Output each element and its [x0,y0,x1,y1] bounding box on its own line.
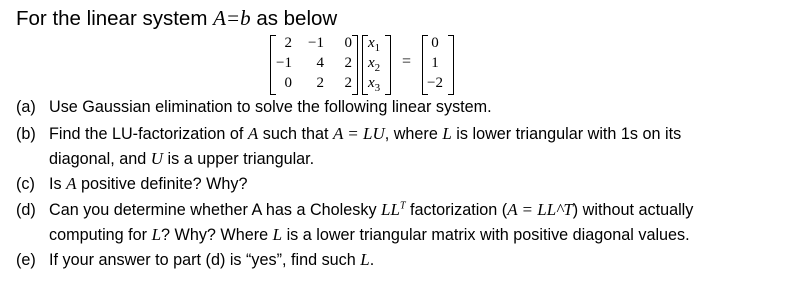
matrix-cell: 0 [284,75,292,91]
symbol-a: A [66,174,77,193]
part-label: (a) [16,98,36,116]
matrix-cell: 2 [284,35,292,51]
part-text: is a upper triangular. [167,150,315,168]
matrix-cell: −1 [308,35,324,51]
title-equation: A=b [213,6,251,30]
title-suffix: as below [256,7,338,30]
matrix-cell: 2 [316,75,324,91]
part-text: diagonal, and [49,150,147,168]
part-label: (d) [16,201,36,219]
part-text: Find the LU-factorization of [49,125,244,143]
matrix-equation [270,35,520,95]
problem-title [16,6,337,31]
symbol-l: L [360,250,370,269]
part-d-continuation [49,225,690,245]
part-label: (e) [16,251,36,269]
part-c [16,174,247,194]
matrix-cell: 4 [316,55,324,71]
part-text: Is [49,175,62,193]
matrix-right-bracket [352,35,358,95]
part-text: positive definite? Why? [80,175,248,193]
vector-x-right-bracket [385,35,391,95]
vector-b-right-bracket [448,35,454,95]
symbol-l: L [442,124,452,143]
symbol-a: A [247,124,259,143]
matrix-cell: 0 [344,35,352,51]
part-label: (c) [16,175,35,193]
vector-b-entry: 0 [431,35,439,51]
part-d [16,200,693,220]
symbol-llt: $LL^T$ [381,200,406,219]
part-text: , where [384,125,438,143]
part-text: computing for [49,226,148,244]
part-label: (b) [16,125,36,143]
part-e [16,250,374,270]
vector-b-entry: 1 [431,55,439,71]
vector-b-entry: −2 [427,75,443,91]
part-text: is a lower triangular matrix with positive diagonal values. [286,226,690,244]
part-b-continuation [49,149,314,169]
vector-x-entry: $x_3$ [368,75,381,94]
equals-sign: = [402,53,412,70]
part-b [16,124,681,144]
matrix-cell: 2 [344,75,352,91]
part-a [16,98,492,117]
title-text: For the linear system [16,7,208,30]
part-text: such that [262,125,329,143]
symbol-l: L [272,225,283,244]
part-text: ? Why? Where [161,226,269,244]
part-text: If your answer to part (d) is “yes”, find such [49,251,356,269]
part-text: . [369,251,375,269]
symbol-u: U [150,149,163,168]
part-text: is lower triangular with 1s on its [456,125,682,143]
matrix-cell: −1 [276,55,292,71]
equation-a-llt: A = LL^T [507,200,573,219]
symbol-l: L [151,225,162,244]
part-text: factorization ( [410,201,508,219]
matrix-cell: 2 [344,55,352,71]
vector-x-entry: $x_2$ [368,55,381,74]
part-text: Can you determine whether A has a Cholesky [49,201,377,219]
part-text: ) without actually [572,201,694,219]
vector-x-entry: $x_1$ [368,35,381,54]
part-text: Use Gaussian elimination to solve the following linear system. [49,98,492,116]
equation-a-lu: A = LU [332,124,385,143]
